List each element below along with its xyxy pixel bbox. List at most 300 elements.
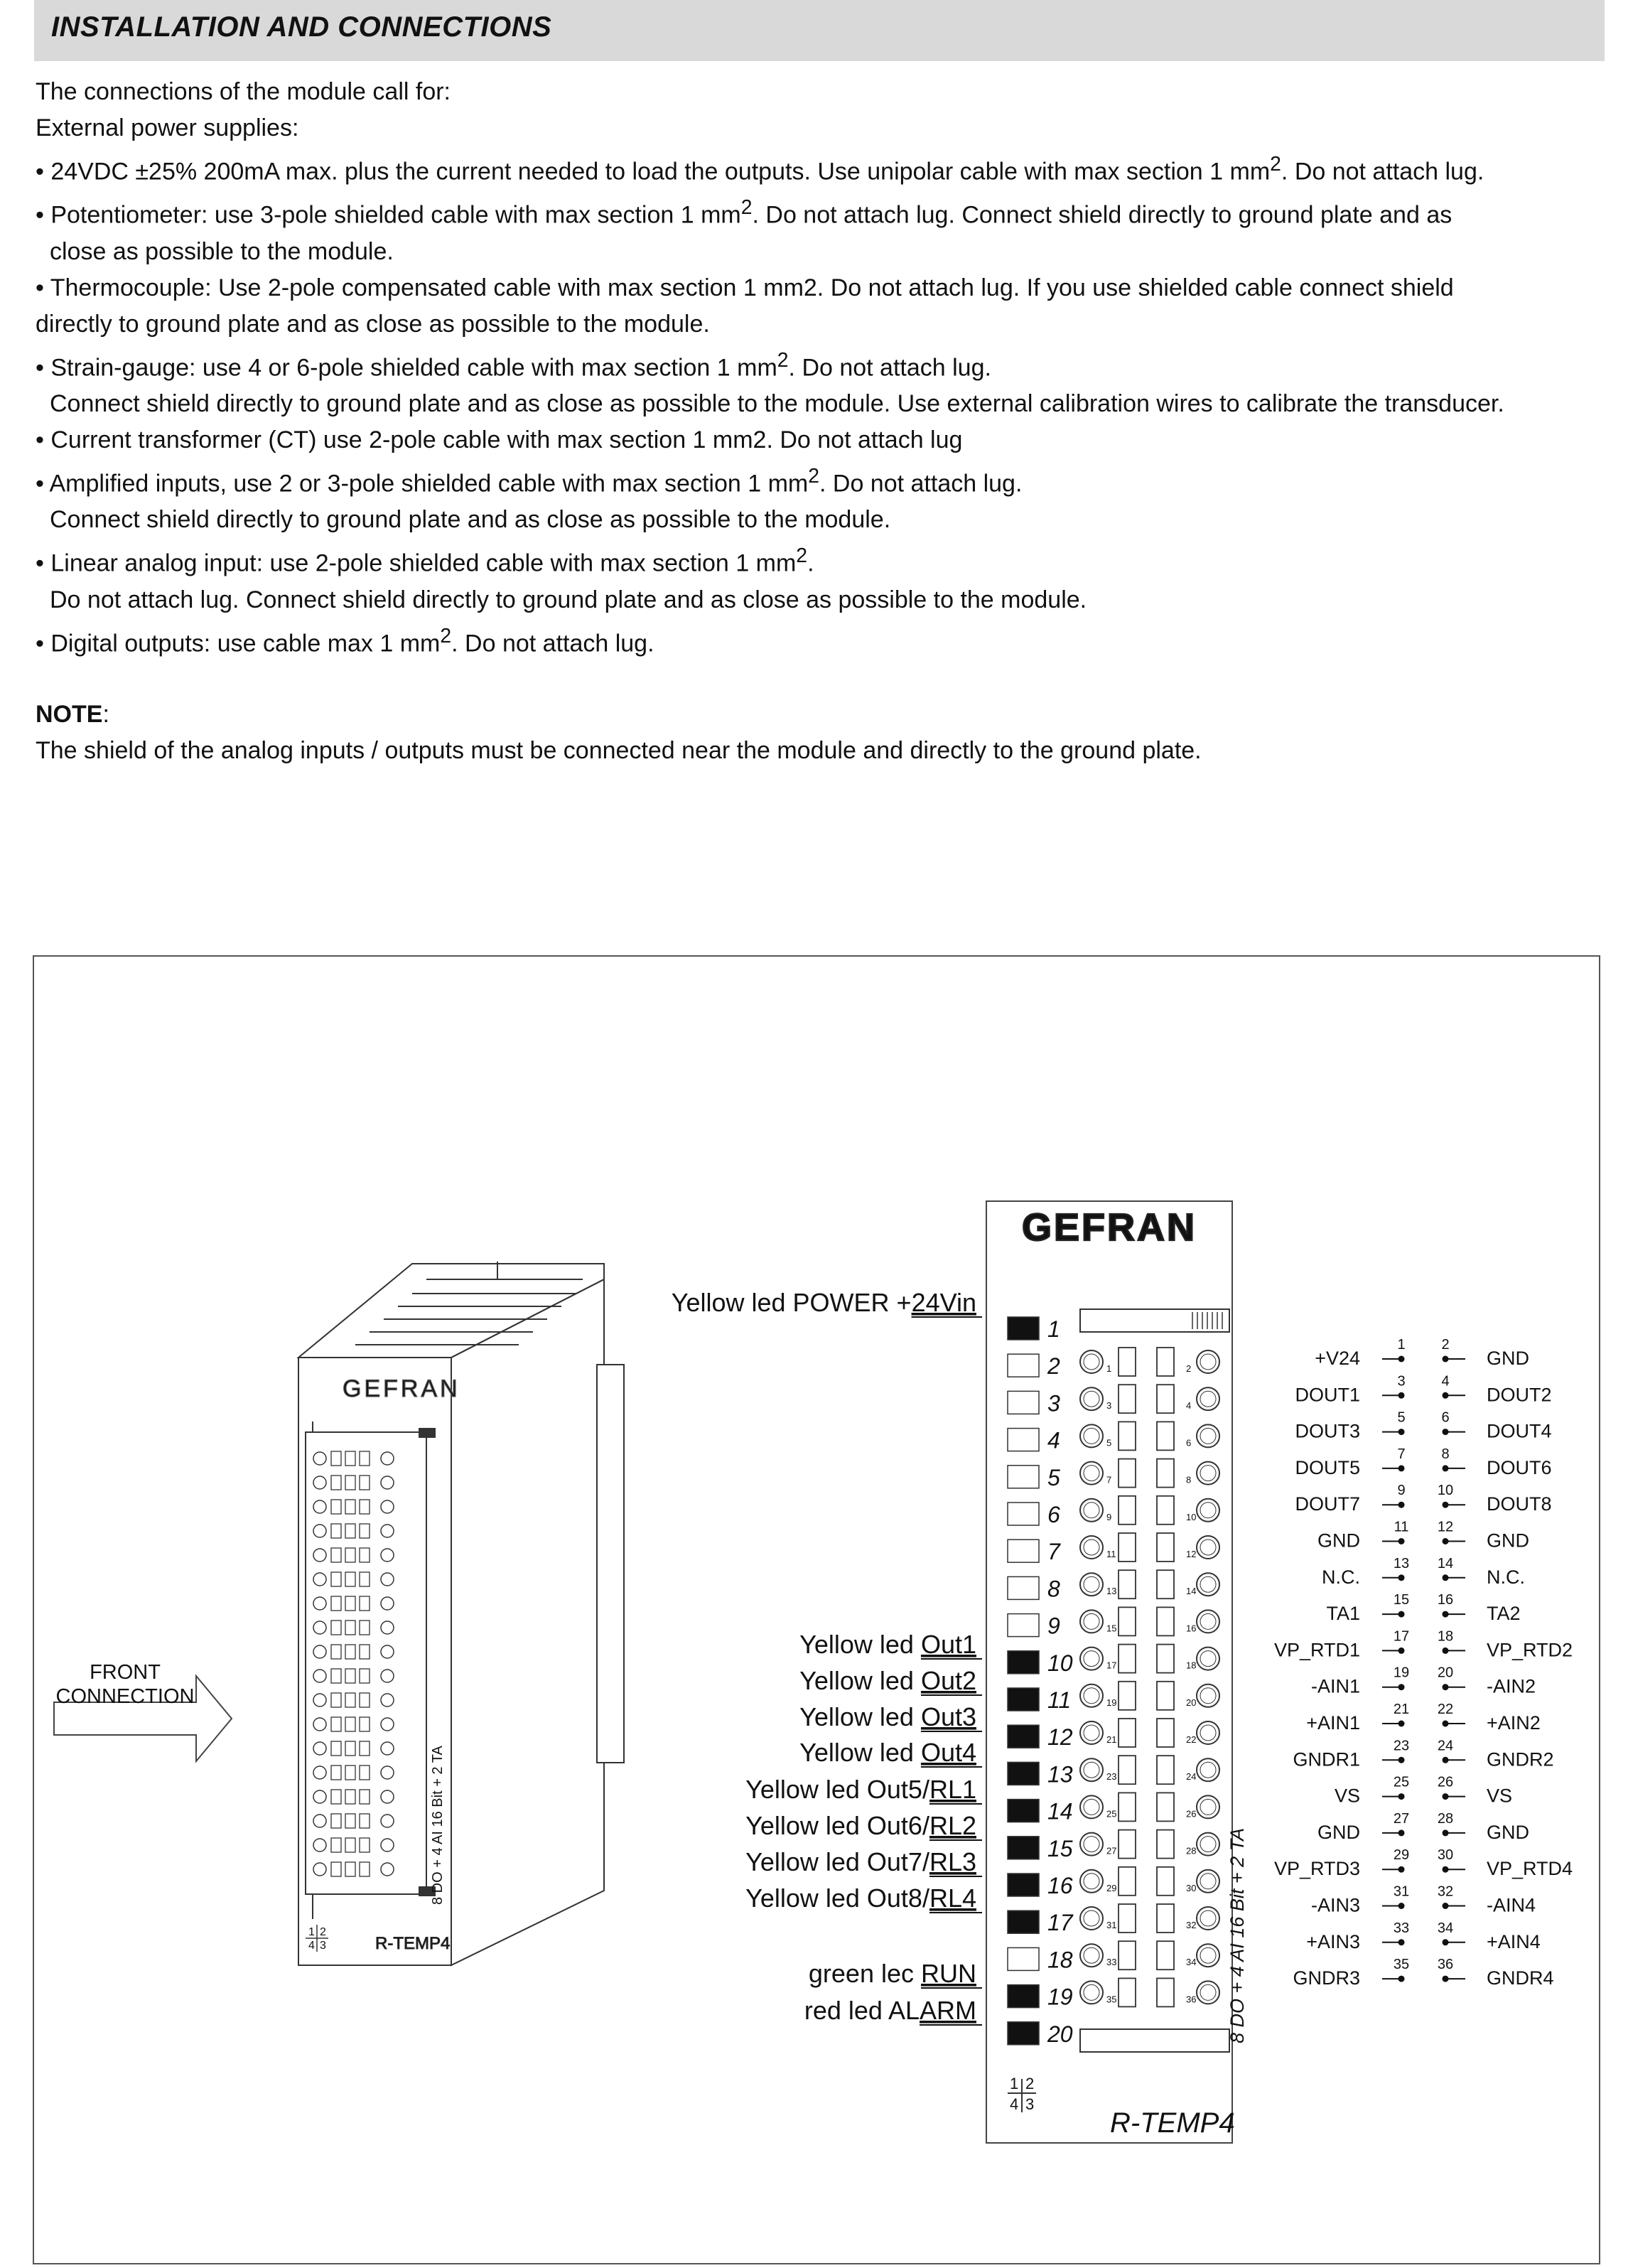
terminal-slot — [1119, 1607, 1136, 1635]
front-connection-arrow — [54, 1661, 232, 1761]
terminal-mini-number: 29 — [1106, 1882, 1117, 1893]
pin-signal-left: -AIN3 — [1310, 1894, 1360, 1916]
module-screw — [381, 1815, 394, 1827]
pin-number: 34 — [1437, 1920, 1454, 1936]
module-slot — [345, 1838, 355, 1852]
module-screw — [313, 1573, 326, 1586]
pin-number: 18 — [1437, 1628, 1454, 1645]
module-slot — [360, 1500, 370, 1514]
module-slot — [331, 1669, 341, 1683]
terminal-mini-number: 24 — [1186, 1771, 1197, 1783]
terminal-mini-number: 3 — [1106, 1400, 1112, 1412]
led-number: 2 — [1047, 1353, 1060, 1380]
module-slot — [345, 1693, 355, 1707]
module-slot — [345, 1669, 355, 1683]
terminal-slot — [1157, 1421, 1174, 1450]
module-slot — [331, 1693, 341, 1707]
terminal-mini-number: 10 — [1186, 1511, 1197, 1522]
pin-number: 8 — [1441, 1446, 1450, 1462]
module-screw — [313, 1549, 326, 1562]
pin-signal-right: DOUT6 — [1487, 1456, 1552, 1478]
module-slot — [331, 1572, 341, 1586]
pin-number: 33 — [1393, 1920, 1410, 1936]
module-slot — [360, 1621, 370, 1635]
pin-signal-left: GNDR1 — [1293, 1748, 1360, 1770]
module-screw — [313, 1863, 326, 1876]
pin-signal-right: GND — [1487, 1348, 1529, 1369]
terminal-slot — [1119, 1570, 1136, 1598]
module-screw — [381, 1766, 394, 1779]
module-slot — [360, 1838, 370, 1852]
module-brand-small: GEFRAN — [343, 1375, 460, 1402]
module-slot — [345, 1645, 355, 1659]
module-screw — [381, 1525, 394, 1537]
module-screw — [381, 1839, 394, 1852]
terminal-mini-number: 27 — [1106, 1845, 1117, 1856]
pin-signal-left: GNDR3 — [1293, 1967, 1360, 1989]
module-slot — [331, 1862, 341, 1876]
terminal-slot — [1119, 1756, 1136, 1784]
module-slot — [331, 1717, 341, 1731]
module-slot — [331, 1645, 341, 1659]
module-slot — [345, 1621, 355, 1635]
pin-signal-right: GND — [1487, 1530, 1529, 1552]
terminal-slot — [1157, 1830, 1174, 1859]
pin-number: 14 — [1437, 1555, 1454, 1571]
terminal-mini-number: 12 — [1186, 1549, 1197, 1559]
module-screw — [313, 1839, 326, 1852]
module-slot — [360, 1693, 370, 1707]
module-slot — [345, 1717, 355, 1731]
module-screw — [381, 1597, 394, 1610]
terminal-mini-number: 35 — [1106, 1994, 1117, 2005]
terminal-slot — [1119, 1421, 1136, 1450]
module-slot — [345, 1596, 355, 1611]
led-square — [1008, 1837, 1039, 1859]
module-slot — [345, 1476, 355, 1490]
module-screw — [313, 1815, 326, 1827]
pin-signal-right: DOUT2 — [1487, 1384, 1552, 1406]
note-label: NOTE — [36, 701, 103, 728]
module-slot — [360, 1548, 370, 1562]
bullet-thermocouple: • Thermocouple: Use 2-pole compensated cable with max section 1 mm2. Do not attach lug. If you use shielded cable connect shield — [36, 274, 1454, 301]
terminal-mini-number: 8 — [1186, 1474, 1192, 1485]
led-number: 10 — [1047, 1650, 1073, 1676]
section-title: INSTALLATION AND CONNECTIONS — [51, 11, 552, 43]
module-screw — [381, 1742, 394, 1755]
module-slot — [360, 1814, 370, 1828]
pin-signal-left: DOUT3 — [1295, 1420, 1360, 1442]
pin-signal-right: GNDR4 — [1487, 1967, 1554, 1989]
module-screw — [381, 1718, 394, 1731]
terminal-mini-number: 26 — [1186, 1808, 1197, 1820]
terminal-slot — [1157, 1867, 1174, 1896]
note-text: The shield of the analog inputs / outputs must be connected near the module and directly to the ground plate. — [36, 737, 1202, 764]
module-screw — [381, 1500, 394, 1513]
terminal-slot — [1119, 1645, 1136, 1673]
module-screw — [313, 1670, 326, 1682]
module-screw — [381, 1790, 394, 1803]
pin-number: 36 — [1437, 1957, 1454, 1973]
module-slot — [345, 1862, 355, 1876]
pin-signal-left: +AIN3 — [1306, 1930, 1360, 1952]
terminal-mini-number: 22 — [1186, 1734, 1197, 1745]
terminal-slot — [1119, 1459, 1136, 1488]
terminal-mini-number: 23 — [1106, 1771, 1117, 1783]
module-model-small: R-TEMP4 — [375, 1934, 451, 1953]
pin-signal-right: +AIN2 — [1487, 1712, 1541, 1734]
svg-text:3: 3 — [320, 1940, 326, 1952]
terminal-mini-number: 34 — [1186, 1957, 1197, 1968]
pin-signal-right: VP_RTD2 — [1487, 1639, 1573, 1661]
intro-line: External power supplies: — [36, 114, 299, 141]
terminal-slot — [1119, 1348, 1136, 1376]
pin-signal-right: DOUT4 — [1487, 1420, 1552, 1442]
terminal-mini-number: 15 — [1106, 1623, 1117, 1634]
pin-number: 10 — [1437, 1483, 1454, 1499]
led-square — [1008, 1874, 1039, 1896]
pin-signal-right: N.C. — [1487, 1566, 1525, 1588]
terminal-slot — [1119, 1830, 1136, 1859]
led-square — [1008, 1429, 1039, 1451]
bullet-continuation: directly to ground plate and as close as possible to the module. — [36, 310, 710, 338]
led-square — [1008, 1947, 1039, 1970]
module-slot — [331, 1741, 341, 1756]
terminal-slot — [1157, 1941, 1174, 1969]
module-screw — [313, 1621, 326, 1634]
pin-signal-left: GND — [1317, 1530, 1360, 1552]
terminal-mini-number: 28 — [1186, 1845, 1197, 1856]
led-number: 16 — [1047, 1873, 1073, 1898]
pin-number: 28 — [1437, 1810, 1454, 1827]
led-square — [1008, 1985, 1039, 2008]
panel-vertical-label: 8 DO + 4 AI 16 Bit + 2 TA — [1227, 1827, 1248, 2043]
panel-mini-grid — [1008, 2075, 1036, 2113]
module-screw — [381, 1621, 394, 1634]
led-label: Yellow led Out5/RL1 — [745, 1775, 976, 1804]
terminal-mini-number: 9 — [1106, 1511, 1112, 1522]
terminal-mini-number: 7 — [1106, 1474, 1112, 1485]
bullet-continuation: Do not attach lug. Connect shield directly to ground plate and as close as possible to the module. — [50, 586, 1087, 613]
bullet-current-transformer: • Current transformer (CT) use 2-pole cable with max section 1 mm2. Do not attach lug — [36, 426, 963, 453]
led-square — [1008, 1688, 1039, 1711]
module-screw — [313, 1597, 326, 1610]
module-slot — [345, 1572, 355, 1586]
bullet-power: • 24VDC ±25% 200mA max. plus the current needed to load the outputs. Use unipolar cable with max section 1 $mm^2$. Do not attach lug. — [36, 153, 1484, 186]
pin-signal-left: TA1 — [1326, 1603, 1360, 1625]
svg-text:4: 4 — [308, 1940, 315, 1952]
module-screw — [313, 1742, 326, 1755]
pin-number: 22 — [1437, 1702, 1454, 1717]
pin-number: 7 — [1397, 1446, 1406, 1462]
pin-number: 6 — [1441, 1409, 1450, 1426]
led-square — [1008, 1354, 1039, 1377]
module-slot — [331, 1596, 341, 1611]
module-slot — [360, 1524, 370, 1538]
terminal-slot — [1119, 1904, 1136, 1933]
panel-model-label: R-TEMP4 — [1110, 2107, 1235, 2139]
module-slot — [345, 1548, 355, 1562]
terminal-slot — [1157, 1978, 1174, 2006]
terminal-mini-number: 30 — [1186, 1882, 1197, 1893]
led-square — [1008, 1466, 1039, 1488]
led-square — [1008, 1391, 1039, 1414]
terminal-mini-number: 16 — [1186, 1623, 1197, 1634]
led-square — [1008, 1317, 1039, 1340]
pin-number: 13 — [1393, 1555, 1410, 1571]
module-slot — [345, 1766, 355, 1780]
svg-text:1: 1 — [308, 1926, 315, 1938]
terminal-slot — [1119, 1867, 1136, 1896]
led-number: 20 — [1047, 2021, 1073, 2047]
led-square — [1008, 1651, 1039, 1674]
intro-line: The connections of the module call for: — [36, 78, 451, 105]
led-number: 6 — [1047, 1502, 1060, 1527]
led-number: 4 — [1047, 1427, 1060, 1453]
pin-signal-right: VP_RTD4 — [1487, 1858, 1573, 1880]
terminal-mini-number: 17 — [1106, 1660, 1117, 1671]
module-slot — [360, 1572, 370, 1586]
led-number: 18 — [1047, 1947, 1073, 1973]
pin-signal-left: VP_RTD1 — [1273, 1639, 1360, 1661]
module-slot — [360, 1741, 370, 1756]
terminal-mini-number: 32 — [1186, 1920, 1197, 1930]
pin-signal-left: N.C. — [1322, 1566, 1360, 1588]
led-square — [1008, 1910, 1039, 1933]
module-screw — [313, 1766, 326, 1779]
terminal-mini-number: 19 — [1106, 1697, 1117, 1708]
pin-number: 27 — [1393, 1810, 1410, 1827]
module-slot — [360, 1717, 370, 1731]
bullet-digital-outputs: • Digital outputs: use cable max 1 $mm^2$. Do not attach lug. — [36, 624, 654, 657]
front-connection-label: FRONT — [90, 1661, 161, 1684]
module-vertical-label-small: 8 DO + 4 AI 16 Bit + 2 TA — [430, 1746, 446, 1905]
led-number: 19 — [1047, 1984, 1073, 2010]
led-label: Yellow led Out7/RL3 — [745, 1847, 976, 1876]
terminal-slot — [1119, 1496, 1136, 1525]
terminal-slot — [1157, 1385, 1174, 1413]
module-slot — [345, 1500, 355, 1514]
pin-number: 2 — [1441, 1337, 1450, 1353]
pin-signal-right: -AIN4 — [1487, 1894, 1536, 1916]
pin-signal-right: GND — [1487, 1821, 1529, 1843]
pin-number: 15 — [1393, 1592, 1410, 1608]
svg-text:4: 4 — [1010, 2095, 1019, 2113]
module-slot — [360, 1790, 370, 1804]
bullet-amplified-inputs: • Amplified inputs, use 2 or 3-pole shielded cable with max section 1 $mm^2$. Do not attach lug. — [36, 464, 1023, 498]
led-square — [1008, 2022, 1039, 2045]
module-slot — [345, 1451, 355, 1466]
terminal-slot — [1157, 1719, 1174, 1747]
module-slot — [360, 1766, 370, 1780]
module-slot — [345, 1790, 355, 1804]
led-number: 17 — [1047, 1910, 1073, 1936]
led-number: 5 — [1047, 1464, 1060, 1490]
pin-number: 9 — [1397, 1483, 1406, 1499]
led-label: Yellow led Out4 — [799, 1738, 976, 1767]
module-isometric-drawing — [298, 1262, 624, 1965]
led-number: 15 — [1047, 1835, 1073, 1861]
module-slot — [331, 1476, 341, 1490]
module-slot — [360, 1596, 370, 1611]
module-screw — [313, 1694, 326, 1707]
module-slot — [360, 1476, 370, 1490]
led-label: green lec RUN — [808, 1959, 976, 1988]
led-square — [1008, 1539, 1039, 1562]
pin-number: 16 — [1437, 1592, 1454, 1608]
terminal-slot — [1119, 1941, 1136, 1969]
pin-number: 1 — [1397, 1337, 1406, 1353]
terminal-mini-number: 14 — [1186, 1586, 1197, 1597]
module-screw — [381, 1694, 394, 1707]
led-number: 12 — [1047, 1724, 1073, 1751]
module-screw — [381, 1863, 394, 1876]
module-slot — [331, 1814, 341, 1828]
terminal-slot — [1119, 1978, 1136, 2006]
module-slot — [331, 1451, 341, 1466]
bullet-potentiometer: • Potentiometer: use 3-pole shielded cable with max section 1 $mm^2$. Do not attach lug. Connect shield directly to ground plate and as — [36, 196, 1453, 229]
bullet-linear-analog: • Linear analog input: use 2-pole shielded cable with max section 1 $mm^2$. — [36, 544, 814, 577]
terminal-mini-number: 31 — [1106, 1920, 1117, 1930]
terminal-mini-number: 36 — [1186, 1994, 1197, 2005]
svg-text:3: 3 — [1025, 2095, 1035, 2113]
module-screw — [381, 1670, 394, 1682]
module-screw — [381, 1452, 394, 1465]
led-number: 8 — [1047, 1576, 1060, 1602]
pin-number: 31 — [1393, 1883, 1410, 1900]
module-screw — [313, 1500, 326, 1513]
terminal-mini-number: 13 — [1106, 1586, 1117, 1597]
module-mini-grid — [306, 1925, 328, 1952]
module-screw — [313, 1790, 326, 1803]
pin-signal-left: -AIN1 — [1310, 1675, 1360, 1697]
pin-signal-right: VS — [1487, 1785, 1513, 1807]
terminal-slot — [1157, 1459, 1174, 1488]
module-slot — [360, 1645, 370, 1659]
led-number: 11 — [1047, 1687, 1072, 1713]
module-slot — [331, 1548, 341, 1562]
led-number: 3 — [1047, 1390, 1060, 1417]
led-label: red led ALARM — [804, 1996, 976, 2025]
module-screw — [313, 1525, 326, 1537]
pin-signal-right: +AIN4 — [1487, 1930, 1541, 1952]
led-label-list — [672, 1288, 982, 2025]
pin-number: 30 — [1437, 1847, 1454, 1864]
module-slot — [331, 1524, 341, 1538]
pin-number: 20 — [1437, 1665, 1454, 1681]
module-screw — [381, 1645, 394, 1658]
pin-number: 29 — [1393, 1847, 1410, 1864]
pin-signal-left: DOUT5 — [1295, 1456, 1360, 1478]
pin-signal-left: DOUT1 — [1295, 1384, 1360, 1406]
led-number: 1 — [1047, 1316, 1060, 1342]
pin-number: 25 — [1393, 1774, 1410, 1790]
terminal-mini-number: 11 — [1106, 1549, 1116, 1559]
pin-signal-left: +V24 — [1315, 1348, 1360, 1369]
pin-number: 4 — [1441, 1373, 1450, 1390]
led-square — [1008, 1725, 1039, 1748]
module-screw — [313, 1718, 326, 1731]
pin-signal-left: VP_RTD3 — [1273, 1858, 1360, 1880]
terminal-slot — [1157, 1570, 1174, 1598]
module-screw — [381, 1549, 394, 1562]
pin-signal-left: DOUT7 — [1295, 1493, 1360, 1515]
terminal-slot — [1119, 1719, 1136, 1747]
module-slot — [345, 1814, 355, 1828]
svg-text:2: 2 — [320, 1926, 326, 1938]
bullet-continuation: close as possible to the module. — [50, 237, 394, 265]
led-square — [1008, 1576, 1039, 1599]
front-connection-label: CONNECTION — [55, 1685, 195, 1708]
terminal-slot — [1119, 1533, 1136, 1562]
module-slot — [331, 1500, 341, 1514]
bullet-strain-gauge: • Strain-gauge: use 4 or 6-pole shielded cable with max section 1 $mm^2$. Do not attach lug. — [36, 348, 991, 381]
pin-signal-right: GNDR2 — [1487, 1748, 1554, 1770]
pin-signal-right: -AIN2 — [1487, 1675, 1536, 1697]
led-label: Yellow led POWER +24Vin — [671, 1288, 976, 1317]
panel-brand-logo: GEFRAN — [1022, 1206, 1197, 1249]
pin-number: 21 — [1393, 1702, 1410, 1717]
pin-number: 26 — [1437, 1774, 1454, 1790]
terminal-slot — [1157, 1904, 1174, 1933]
terminal-slot — [1119, 1793, 1136, 1821]
module-slot — [360, 1451, 370, 1466]
module-screw — [313, 1452, 326, 1465]
module-screw — [381, 1476, 394, 1489]
module-slot — [345, 1524, 355, 1538]
terminal-mini-number: 5 — [1106, 1437, 1112, 1449]
bullet-continuation: Connect shield directly to ground plate and as close as possible to the module. Use external calibration wires to calibrate the transducer. — [50, 389, 1504, 417]
led-number: 9 — [1047, 1613, 1060, 1639]
pin-number: 17 — [1393, 1628, 1410, 1645]
terminal-pinout-table — [1274, 1337, 1573, 1989]
note-block: NOTE: The shield of the analog inputs / outputs must be connected near the module and directly to the ground plate. — [36, 697, 1202, 769]
terminal-slot — [1157, 1793, 1174, 1821]
pin-signal-right: TA2 — [1487, 1603, 1521, 1625]
led-label: Yellow led Out6/RL2 — [745, 1811, 976, 1840]
led-square — [1008, 1800, 1039, 1822]
pin-number: 24 — [1437, 1738, 1454, 1754]
pin-number: 19 — [1393, 1665, 1410, 1681]
pin-number: 32 — [1437, 1883, 1454, 1900]
terminal-mini-number: 2 — [1186, 1363, 1192, 1374]
module-slot — [331, 1838, 341, 1852]
module-screw — [381, 1573, 394, 1586]
pin-number: 12 — [1437, 1519, 1454, 1535]
terminal-slot — [1157, 1756, 1174, 1784]
pin-number: 5 — [1397, 1409, 1406, 1426]
bullet-continuation: Connect shield directly to ground plate and as close as possible to the module. — [50, 506, 891, 534]
led-square — [1008, 1762, 1039, 1785]
led-number: 7 — [1047, 1539, 1060, 1565]
led-label: Yellow led Out2 — [799, 1666, 976, 1695]
terminal-mini-number: 21 — [1106, 1734, 1117, 1745]
pin-number: 35 — [1393, 1957, 1410, 1973]
terminal-slot — [1157, 1533, 1174, 1562]
led-square — [1008, 1503, 1039, 1525]
pin-number: 3 — [1397, 1373, 1406, 1390]
pin-signal-left: VS — [1334, 1785, 1360, 1807]
module-slot — [331, 1621, 341, 1635]
terminal-slot — [1119, 1682, 1136, 1710]
terminal-mini-number: 1 — [1106, 1363, 1112, 1374]
terminal-mini-number: 25 — [1106, 1808, 1117, 1820]
pin-signal-left: +AIN1 — [1306, 1712, 1360, 1734]
terminal-mini-number: 18 — [1186, 1660, 1197, 1671]
pin-number: 11 — [1394, 1519, 1409, 1535]
terminal-mini-number: 33 — [1106, 1957, 1117, 1968]
terminal-slot — [1157, 1645, 1174, 1673]
